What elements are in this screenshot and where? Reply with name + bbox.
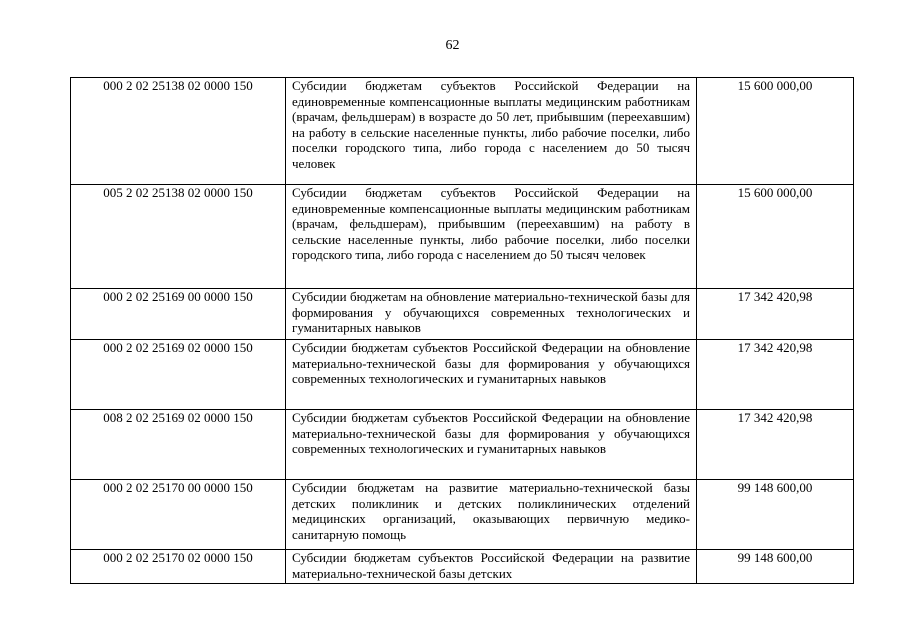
table-row [71,78,854,185]
table-row [71,185,854,289]
amount-cell: 99 148 600,00 [697,480,854,550]
table-row [71,550,854,584]
amount-cell: 17 342 420,98 [697,289,854,340]
amount-cell: 15 600 000,00 [697,185,854,289]
amount-cell: 17 342 420,98 [697,410,854,480]
description-cell: Субсидии бюджетам субъектов Российской Федерации на развитие материально-технической базы детских [286,550,697,584]
description-cell: Субсидии бюджетам субъектов Российской Федерации на единовременные компенсационные выплаты медицинским работникам (врачам, фельдшерам), прибывшим (переехавшим) на работу в сельские населенные пункты, либо рабочие поселки, либо поселки городского типа, либо города с населением до 50 тысяч человек [286,185,697,289]
budget-code-cell: 008 2 02 25169 02 0000 150 [71,410,286,480]
description-cell: Субсидии бюджетам на обновление материально-технической базы для формирования у обучающихся современных технологических и гуманитарных навыков [286,289,697,340]
table-row [71,289,854,340]
description-cell: Субсидии бюджетам субъектов Российской Федерации на обновление материально-технической базы для формирования у обучающихся современных технологических и гуманитарных навыков [286,340,697,410]
table-row [71,410,854,480]
budget-code-cell: 000 2 02 25169 02 0000 150 [71,340,286,410]
page-number: 62 [445,38,460,53]
budget-code-cell: 000 2 02 25170 00 0000 150 [71,480,286,550]
table-row [71,480,854,550]
description-cell: Субсидии бюджетам субъектов Российской Федерации на единовременные компенсационные выплаты медицинским работникам (врачам, фельдшерам) в возрасте до 50 лет, прибывшим (переехавшим) на работу в сельские населенные пункты, либо рабочие поселки, либо поселки городского типа, либо города с населением до 50 тысяч человек [286,78,697,185]
budget-code-cell: 000 2 02 25138 02 0000 150 [71,78,286,185]
amount-cell: 17 342 420,98 [697,340,854,410]
budget-code-cell: 000 2 02 25169 00 0000 150 [71,289,286,340]
description-cell: Субсидии бюджетам субъектов Российской Федерации на обновление материально-технической базы для формирования у обучающихся современных технологических и гуманитарных навыков [286,410,697,480]
table-row [71,340,854,410]
budget-code-cell: 000 2 02 25170 02 0000 150 [71,550,286,584]
budget-revenue-table [70,77,854,584]
amount-cell: 99 148 600,00 [697,550,854,584]
budget-code-cell: 005 2 02 25138 02 0000 150 [71,185,286,289]
amount-cell: 15 600 000,00 [697,78,854,185]
description-cell: Субсидии бюджетам на развитие материально-технической базы детских поликлиник и детских поликлинических отделений медицинских организаций, оказывающих первичную медико-санитарную помощь [286,480,697,550]
